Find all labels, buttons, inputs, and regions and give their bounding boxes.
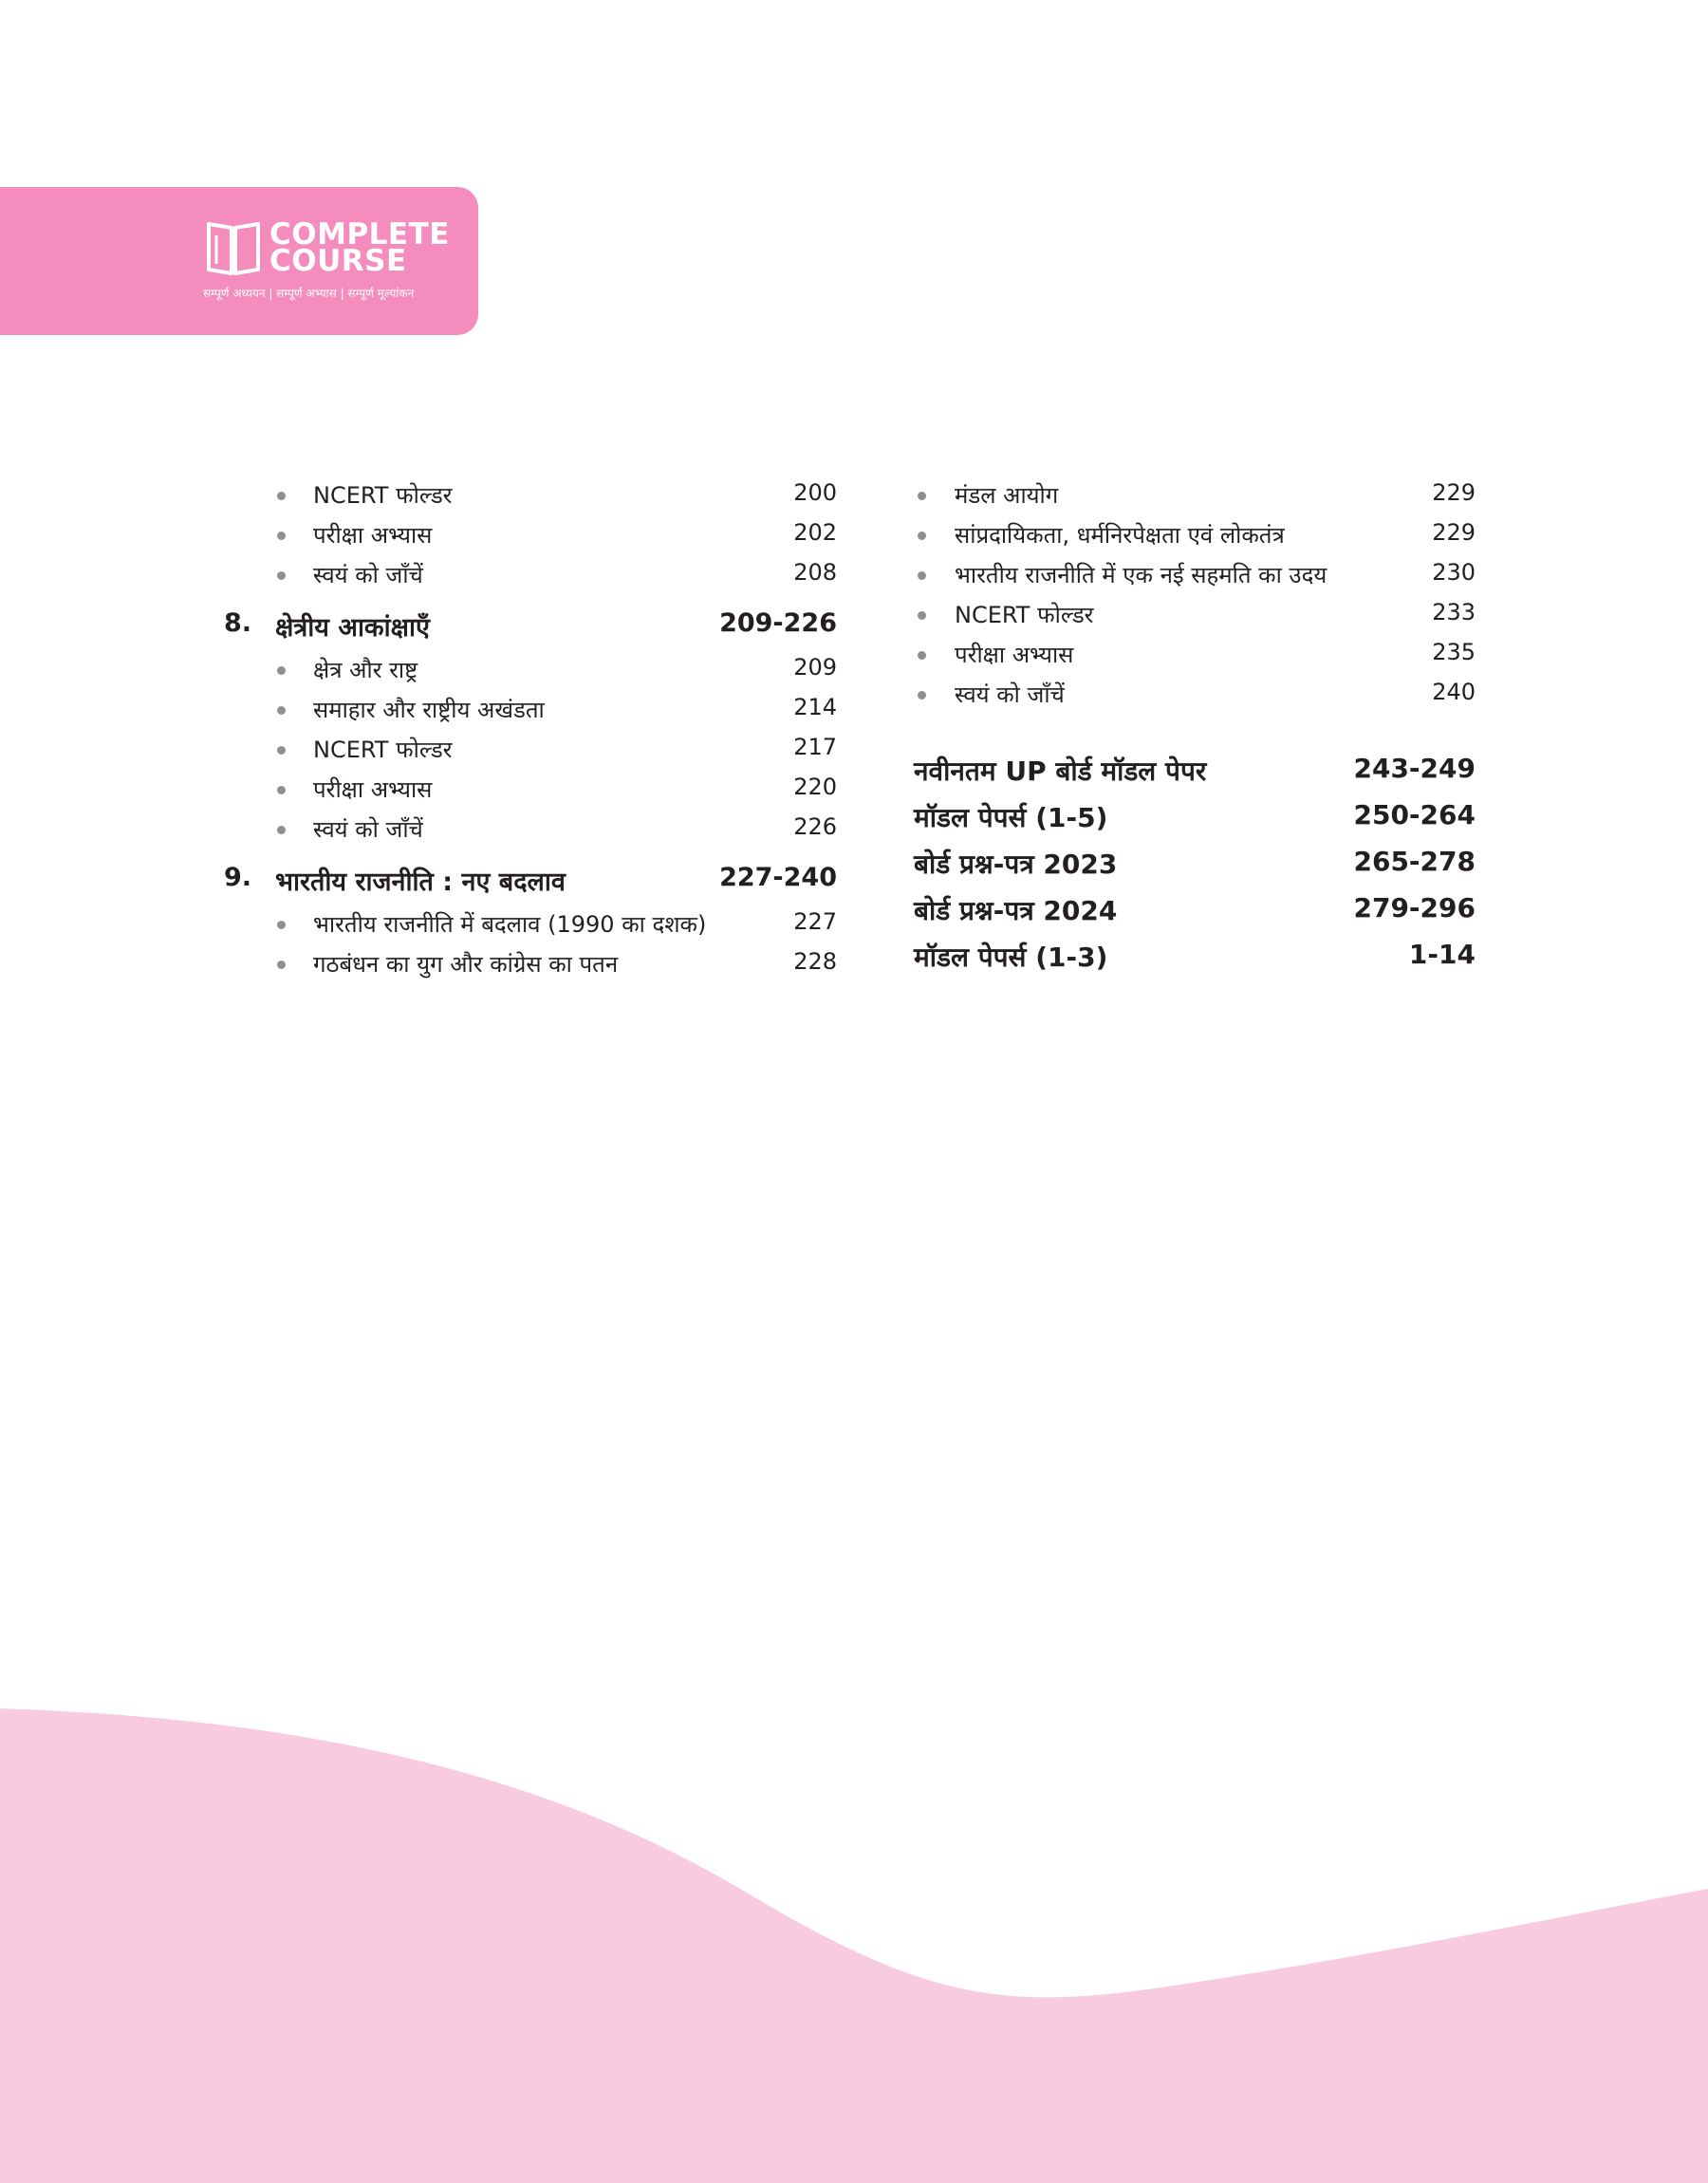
toc-item-page: 200 bbox=[793, 479, 837, 506]
toc-item[interactable] bbox=[224, 479, 837, 519]
toc-item-label: परीक्षा अभ्यास bbox=[313, 776, 433, 803]
toc-item-page: 228 bbox=[793, 948, 837, 975]
open-book-icon bbox=[203, 216, 264, 277]
toc-major-entry[interactable] bbox=[911, 753, 1476, 799]
toc-item-label: NCERT फोल्डर bbox=[313, 482, 453, 509]
bullet-icon bbox=[918, 492, 926, 500]
toc-item-page: 209 bbox=[793, 654, 837, 681]
toc-item[interactable] bbox=[911, 479, 1476, 519]
bullet-icon bbox=[918, 691, 926, 700]
toc-item[interactable] bbox=[224, 813, 837, 853]
toc-item-label: सांप्रदायिकता, धर्मनिरपेक्षता एवं लोकतंत्र bbox=[955, 522, 1285, 549]
decorative-wave bbox=[0, 1699, 1708, 2183]
bullet-icon bbox=[277, 921, 286, 929]
toc-item-label: परीक्षा अभ्यास bbox=[313, 522, 433, 549]
toc-major-entry[interactable] bbox=[911, 799, 1476, 846]
toc-item-label: समाहार और राष्ट्रीय अखंडता bbox=[313, 697, 545, 723]
bullet-icon bbox=[918, 571, 926, 580]
toc-item-page: 217 bbox=[793, 734, 837, 760]
toc-item-page: 214 bbox=[793, 694, 837, 720]
toc-item-page: 208 bbox=[793, 559, 837, 586]
toc-item-page: 226 bbox=[793, 813, 837, 840]
toc-item-label: स्वयं को जाँचें bbox=[955, 681, 1065, 708]
wave-shape bbox=[0, 1708, 1708, 2183]
toc-item-label: क्षेत्र और राष्ट्र bbox=[313, 657, 418, 683]
toc-item-label: स्वयं को जाँचें bbox=[313, 562, 423, 588]
toc-item[interactable] bbox=[911, 639, 1476, 679]
toc-item-page: 233 bbox=[1432, 599, 1476, 625]
toc-item[interactable] bbox=[224, 519, 837, 559]
toc-item-page: 229 bbox=[1432, 479, 1476, 506]
toc-item-page: 202 bbox=[793, 519, 837, 546]
bullet-icon bbox=[918, 532, 926, 540]
major-entry-label: बोर्ड प्रश्न-पत्र 2023 bbox=[914, 849, 1118, 880]
major-entry-label: नवीनतम UP बोर्ड मॉडल पेपर bbox=[914, 756, 1207, 787]
toc-item-page: 230 bbox=[1432, 559, 1476, 586]
brand-tagline: सम्पूर्ण अध्ययन | सम्पूर्ण अभ्यास | सम्पूर्ण मूल्यांकन bbox=[203, 287, 415, 300]
major-entry-pages: 279-296 bbox=[1353, 892, 1476, 924]
toc-item-page: 240 bbox=[1432, 679, 1476, 705]
brand-name-line1: COMPLETE bbox=[269, 217, 450, 252]
major-entry-pages: 250-264 bbox=[1353, 799, 1476, 830]
bullet-icon bbox=[277, 571, 286, 580]
toc-item[interactable] bbox=[911, 599, 1476, 639]
major-entry-pages: 1-14 bbox=[1408, 939, 1476, 970]
bullet-icon bbox=[277, 492, 286, 500]
toc-item-label: परीक्षा अभ्यास bbox=[955, 642, 1074, 668]
toc-left-column bbox=[224, 479, 837, 988]
toc-item-label: स्वयं को जाँचें bbox=[313, 816, 423, 843]
toc-item[interactable] bbox=[911, 559, 1476, 599]
toc-item-label: भारतीय राजनीति में एक नई सहमति का उदय bbox=[955, 562, 1327, 588]
chapter-title: भारतीय राजनीति : नए बदलाव bbox=[275, 868, 566, 897]
bullet-icon bbox=[277, 666, 286, 675]
toc-item[interactable] bbox=[224, 948, 837, 988]
chapter-title: क्षेत्रीय आकांक्षाएँ bbox=[275, 613, 430, 643]
spacer bbox=[911, 718, 1476, 753]
bullet-icon bbox=[277, 786, 286, 794]
toc-item[interactable] bbox=[224, 694, 837, 734]
chapter-9-heading[interactable] bbox=[224, 863, 837, 908]
toc-item-label: गठबंधन का युग और कांग्रेस का पतन bbox=[313, 951, 619, 978]
major-entry-pages: 265-278 bbox=[1353, 846, 1476, 877]
bullet-icon bbox=[277, 706, 286, 715]
toc-major-entry[interactable] bbox=[911, 892, 1476, 939]
toc-item[interactable] bbox=[911, 519, 1476, 559]
chapter-number: 8. bbox=[224, 608, 252, 638]
toc-item[interactable] bbox=[224, 734, 837, 774]
major-entry-label: बोर्ड प्रश्न-पत्र 2024 bbox=[914, 895, 1118, 926]
bullet-icon bbox=[277, 746, 286, 755]
bullet-icon bbox=[918, 651, 926, 660]
toc-right-column bbox=[911, 479, 1476, 985]
toc-item[interactable] bbox=[224, 774, 837, 813]
toc-item-label: भारतीय राजनीति में बदलाव (1990 का दशक) bbox=[313, 911, 707, 938]
bullet-icon bbox=[277, 826, 286, 834]
toc-item-page: 220 bbox=[793, 774, 837, 800]
toc-item-page: 229 bbox=[1432, 519, 1476, 546]
chapter-8-heading[interactable] bbox=[224, 608, 837, 654]
bullet-icon bbox=[277, 961, 286, 969]
brand-name-line2: COURSE bbox=[269, 244, 407, 278]
toc-item-label: मंडल आयोग bbox=[955, 482, 1059, 509]
chapter-number: 9. bbox=[224, 863, 252, 892]
major-entry-pages: 243-249 bbox=[1353, 753, 1476, 784]
toc-item-page: 227 bbox=[793, 908, 837, 935]
toc-item-label: NCERT फोल्डर bbox=[313, 737, 453, 763]
toc-major-entry[interactable] bbox=[911, 846, 1476, 892]
chapter-pages: 227-240 bbox=[719, 863, 837, 892]
major-entry-label: मॉडल पेपर्स (1-5) bbox=[914, 802, 1108, 833]
toc-item-label: NCERT फोल्डर bbox=[955, 602, 1094, 628]
toc-major-entry[interactable] bbox=[911, 939, 1476, 985]
toc-item-page: 235 bbox=[1432, 639, 1476, 665]
chapter-pages: 209-226 bbox=[719, 608, 837, 638]
bullet-icon bbox=[918, 611, 926, 620]
toc-item[interactable] bbox=[224, 654, 837, 694]
toc-item[interactable] bbox=[911, 679, 1476, 718]
major-entry-label: मॉडल पेपर्स (1-3) bbox=[914, 942, 1108, 973]
toc-item[interactable] bbox=[224, 559, 837, 599]
toc-item[interactable] bbox=[224, 908, 837, 948]
bullet-icon bbox=[277, 532, 286, 540]
